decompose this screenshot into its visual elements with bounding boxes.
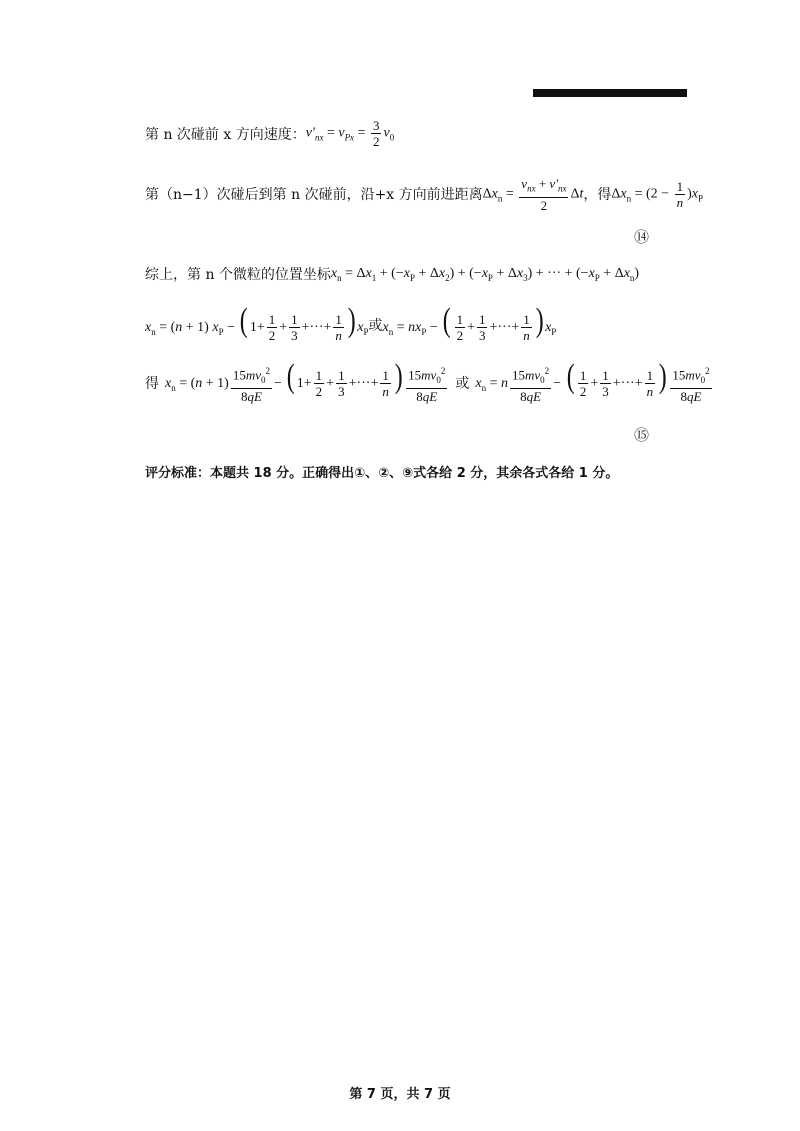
series-formula-1: $x_n = (n + 1) x_P$ − ( 1+ $\frac{1}{2}$ + $\frac{1}{3}$ +···+ $\frac{1}{n}$ ) $x_P$	[145, 302, 369, 344]
result-formula-1: $x_n = (n + 1)$ $\frac{15mv_0^2}{8qE}$ − ( 1+ $\frac{1}{2}$ + $\frac{1}{3}$ +···+ $\frac{1}{n}$ ) $\frac{15mv_0^2}{8qE}$	[165, 358, 446, 404]
distance-formula: $\Delta x_n$ = $\frac{v_{nx} + v'_{nx}}{2}$ Δt	[482, 176, 584, 213]
position-sum-formula: $x_n = \Delta x_1 + (-x_P + \Delta x_2) + (-x_P + \Delta x_3)$ + ··· + $(-x_P + \Delta x_n)$	[330, 265, 640, 283]
distance-line	[145, 176, 703, 213]
result-de: 得	[145, 375, 159, 392]
distance-comma: ，得	[583, 187, 612, 204]
header-bar	[533, 89, 687, 97]
position-text: 综上，第 n 个微粒的位置坐标	[145, 267, 331, 283]
page-footer: 第 7 页，共 7 页	[349, 1087, 451, 1102]
velocity-line	[145, 118, 394, 149]
result-or: 或	[455, 375, 470, 392]
series-or: 或	[368, 317, 383, 334]
position-line	[145, 264, 639, 284]
equation-marker-14: ⑭	[634, 228, 650, 246]
result-formula-2: $x_n = n$ $\frac{15mv_0^2}{8qE}$ − ( $\frac{1}{2}$ + $\frac{1}{3}$ +···+ $\frac{1}{n}$ ) $\frac{15mv_0^2}{8qE}$	[475, 358, 710, 404]
scoring-standard: 评分标准：本题共 18 分。正确得出①、②、⑨式各给 2 分，其余各式各给 1 分。	[145, 466, 619, 481]
series-line	[145, 302, 557, 344]
velocity-text: 第 n 次碰前 x 方向速度：	[145, 126, 306, 143]
result-line	[145, 358, 714, 404]
equation-marker-15: ⑮	[634, 426, 650, 444]
series-formula-2: $x_n = nx_P$ − ( $\frac{1}{2}$ + $\frac{1}{3}$ +···+ $\frac{1}{n}$ ) $x_P$	[382, 302, 557, 344]
distance-result: $\Delta x_n = (2$ − $\frac{1}{n}$ )$x_P$	[611, 178, 703, 210]
distance-text: 第（n−1）次碰后到第 n 次碰前，沿+x 方向前进距离	[145, 187, 483, 204]
velocity-formula: $v'_{nx} = v_{Px}$ = $\frac{3}{2}$ $v_0$	[305, 118, 395, 149]
